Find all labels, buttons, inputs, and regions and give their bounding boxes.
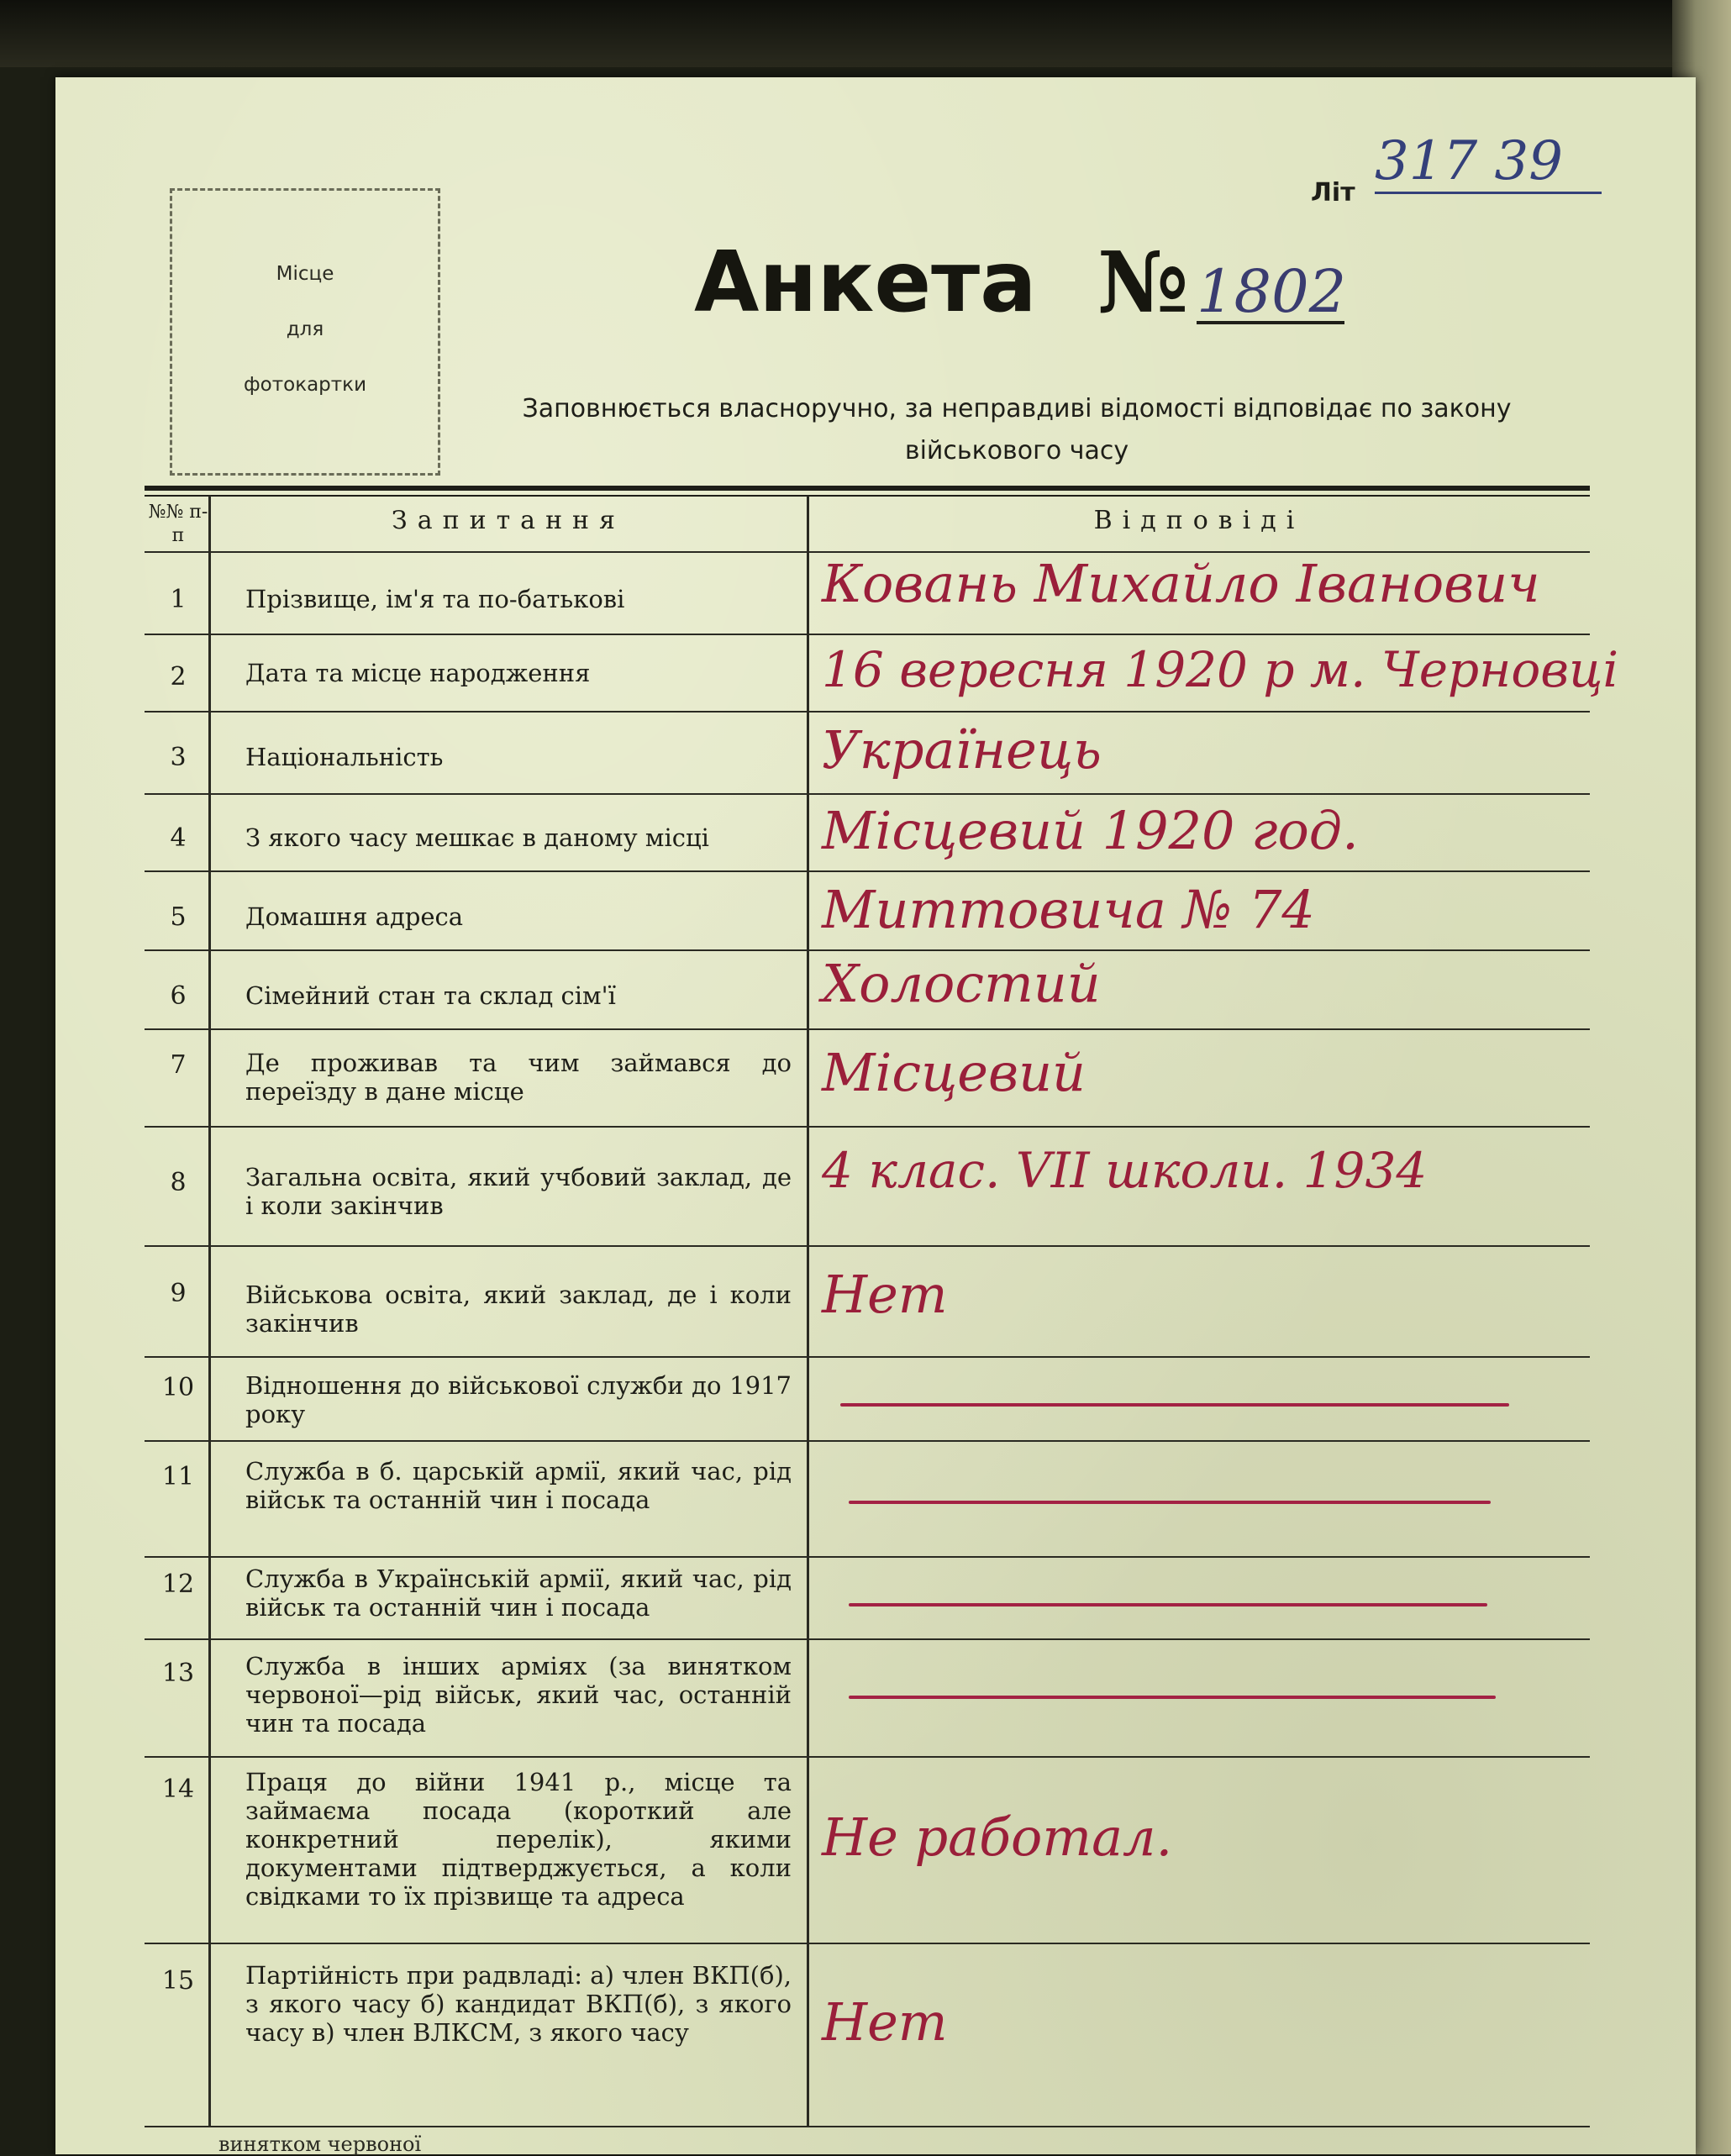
answer-dash (849, 1501, 1491, 1504)
row-answer: Холостий (822, 953, 1101, 1014)
row-divider (145, 1756, 1590, 1758)
row-number: 12 (161, 1570, 195, 1599)
header-num-col: №№ п-п (148, 502, 208, 546)
header-answer-col: Відповіді (1093, 506, 1305, 535)
row-divider (145, 1028, 1590, 1030)
row-divider (145, 634, 1590, 635)
row-answer: Місцевий (822, 1042, 1086, 1103)
row-question: Дата та місце народження (245, 659, 591, 687)
header-rule (145, 486, 1590, 491)
row-number: 2 (170, 662, 187, 691)
row-divider (145, 1245, 1590, 1247)
header-rule-thin (145, 495, 1590, 497)
photo-label-line: фотокартки (243, 374, 367, 396)
row-divider (145, 711, 1590, 713)
row-answer: Миттовича № 74 (822, 879, 1315, 940)
row-question: Партійність при радвладі: а) член ВКП(б), з якого часу б) кандидат ВКП(б), з якого часу в) член ВЛКСМ, з якого часу (245, 1961, 792, 2047)
row-number: 7 (170, 1050, 187, 1080)
row-answer: Не работал. (822, 1806, 1173, 1868)
row-number: 10 (161, 1373, 195, 1402)
row-divider (145, 1556, 1590, 1558)
row-answer: Нет (822, 1264, 948, 1325)
row-answer: Українець (822, 719, 1102, 781)
row-question: З якого часу мешкає в даному місці (245, 823, 709, 852)
row-question: Національність (245, 743, 444, 771)
row-question: Домашня адреса (245, 902, 464, 931)
row-question: Служба в Українській армії, який час, рід військ та останній чин і посада (245, 1564, 792, 1622)
photo-label-line: Місце (276, 263, 334, 285)
row-question: Служба в інших арміях (за винятком червоної—рід військ, який час, останній чин та посада (245, 1652, 792, 1738)
row-answer: 4 клас. VII школи. 1934 (822, 1142, 1428, 1199)
row-number: 4 (170, 823, 187, 853)
row-question: Сімейний стан та склад сім'ї (245, 981, 616, 1010)
row-answer: Ковань Михайло Іванович (822, 553, 1540, 614)
row-number: 9 (170, 1279, 187, 1308)
row-number: 8 (170, 1168, 187, 1197)
row-number: 1 (170, 585, 187, 614)
row-question: Військова освіта, який заклад, де і коли закінчив (245, 1280, 792, 1338)
scan-top-edge (0, 0, 1731, 67)
answer-dash (849, 1696, 1496, 1699)
row-number: 6 (170, 981, 187, 1011)
row-number: 5 (170, 902, 187, 932)
row-divider (145, 1638, 1590, 1640)
lit-label: Літ (1311, 178, 1355, 208)
row-number: 15 (161, 1966, 195, 1996)
answer-dash (849, 1603, 1487, 1606)
column-divider (208, 496, 211, 2127)
photo-label-line: для (286, 318, 324, 340)
row-divider (145, 949, 1590, 951)
row-question: Загальна освіта, який учбовий заклад, де і коли закінчив (245, 1163, 792, 1220)
row-divider (145, 1943, 1590, 1944)
subtitle-line-1: Заповнюється власноручно, за неправдиві відомості відповідає по закону (522, 394, 1512, 423)
row-divider (145, 1440, 1590, 1442)
next-page-fragment: винятком червоної (218, 2132, 422, 2156)
row-number: 3 (170, 743, 187, 772)
form-title: Анкета (694, 233, 1037, 331)
row-divider (145, 1356, 1590, 1358)
row-divider (145, 2126, 1590, 2127)
form-subtitle (454, 388, 1580, 472)
row-answer: Місцевий 1920 год. (822, 800, 1359, 861)
answer-dash (840, 1403, 1509, 1407)
row-question: Служба в б. царській армії, який час, рід військ та останній чин і посада (245, 1457, 792, 1514)
number-sign: № (1097, 233, 1189, 332)
row-number: 13 (161, 1659, 195, 1688)
row-divider (145, 1126, 1590, 1128)
column-divider (807, 496, 809, 2127)
row-question: Праця до війни 1941 р., місце та займаєма посада (короткий але конкретний перелік), якими документами підтверджується, а коли свідками то їх прізвище та адреса (245, 1768, 792, 1911)
row-divider (145, 870, 1590, 872)
header-question-col: Запитання (392, 506, 625, 535)
row-number: 14 (161, 1775, 195, 1804)
row-question: Прізвище, ім'я та по-батькові (245, 585, 625, 613)
form-number: 1802 (1197, 257, 1347, 326)
subtitle-line-2: військового часу (904, 436, 1129, 465)
row-number: 11 (161, 1462, 195, 1491)
row-question: Відношення до військової служби до 1917 року (245, 1371, 792, 1428)
photo-placeholder (170, 188, 440, 476)
row-answer: Нет (822, 1991, 948, 2053)
row-divider (145, 793, 1590, 795)
row-answer: 16 вересня 1920 р м. Черновці (822, 641, 1619, 698)
lit-value: 317 39 (1375, 134, 1602, 194)
row-question: Де проживав та чим займався до переїзду в дане місце (245, 1049, 792, 1106)
